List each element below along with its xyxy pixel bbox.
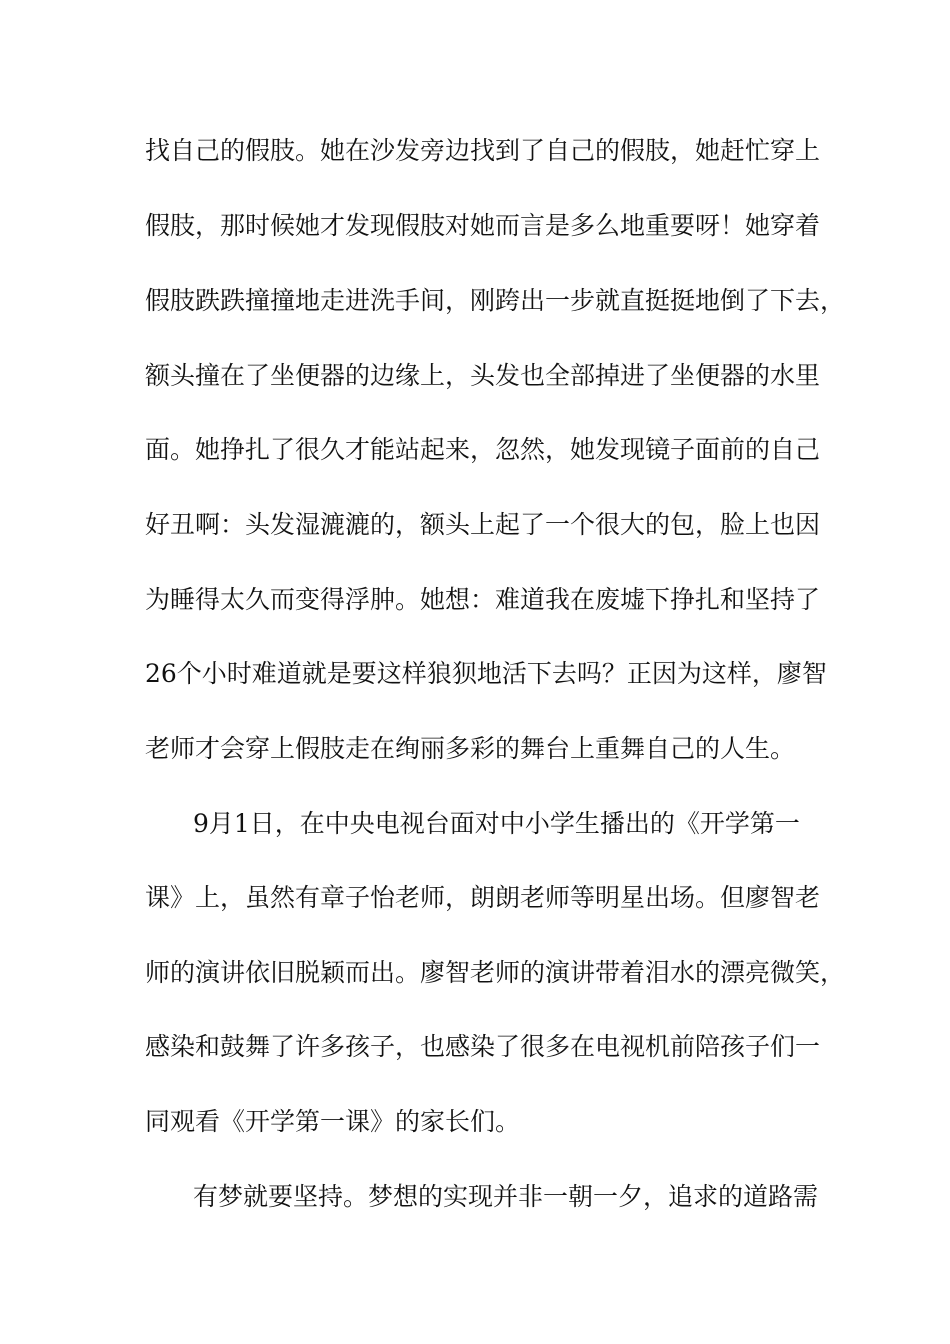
paragraph-first-line: 9月1日，在中央电视台面对中小学生播出的《开学第一	[193, 809, 800, 838]
text-line: 好丑啊：头发湿漉漉的，额头上起了一个很大的包，脸上也因	[145, 510, 821, 539]
text-line: 假肢跌跌撞撞地走进洗手间，刚跨出一步就直挺挺地倒了下去，	[145, 286, 846, 315]
text-line: 课》上，虽然有章子怡老师，朗朗老师等明星出场。但廖智老	[145, 883, 821, 912]
text-line: 为睡得太久而变得浮肿。她想：难道我在废墟下挣扎和坚持了	[145, 585, 821, 614]
text-line: 找自己的假肢。她在沙发旁边找到了自己的假肢，她赶忙穿上	[145, 136, 821, 165]
text-line: 同观看《开学第一课》的家长们。	[145, 1107, 521, 1136]
text-line: 26个小时难道就是要这样狼狈地活下去吗？正因为这样，廖智	[145, 659, 827, 688]
text-line: 额头撞在了坐便器的边缘上，头发也全部掉进了坐便器的水里	[145, 361, 821, 390]
paragraph-first-line: 有梦就要坚持。梦想的实现并非一朝一夕，追求的道路需	[193, 1182, 819, 1211]
text-line: 面。她挣扎了很久才能站起来，忽然，她发现镜子面前的自己	[145, 435, 821, 464]
text-line: 老师才会穿上假肢走在绚丽多彩的舞台上重舞自己的人生。	[145, 734, 796, 763]
text-line: 师的演讲依旧脱颖而出。廖智老师的演讲带着泪水的漂亮微笑，	[145, 958, 846, 987]
text-line: 假肢，那时候她才发现假肢对她而言是多么地重要呀！她穿着	[145, 211, 821, 240]
text-line: 感染和鼓舞了许多孩子，也感染了很多在电视机前陪孩子们一	[145, 1032, 821, 1061]
